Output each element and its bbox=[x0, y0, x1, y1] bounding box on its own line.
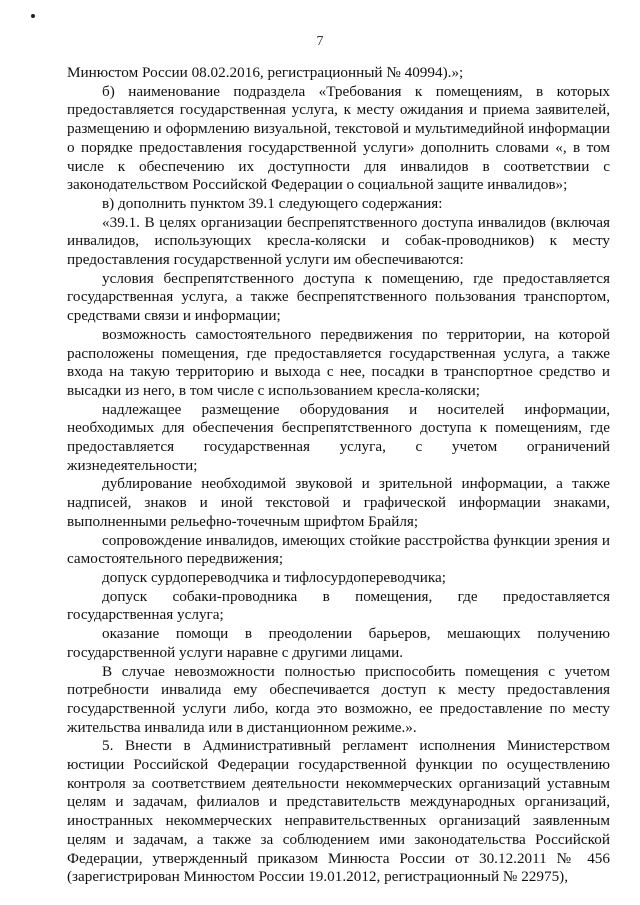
paragraph-movement: возможность самостоятельного передвижения по территории, на которой расположены помещения, где предоставляется государственная услуга, а также входа на такую территорию и выхода с нее, посадки в транспортное средство и высадки из него, в том числе с использованием кресла-коляски; bbox=[67, 325, 610, 399]
document-body bbox=[67, 64, 610, 887]
paragraph-duplication: дублирование необходимой звуковой и зрительной информации, а также надписей, знаков и иной текстовой и графической информации знаками, выполненными рельефно-точечным шрифтом Брайля; bbox=[67, 475, 610, 530]
paragraph-guide-dog: допуск собаки-проводника в помещения, где предоставляется государственная услуга; bbox=[67, 587, 610, 624]
paragraph-point-39-1: «39.1. В целях организации беспрепятственного доступа инвалидов (включая инвалидов, использующих кресла-коляски и собак-проводников) к месту предоставления государственной услуги им обеспечиваются: bbox=[67, 213, 610, 269]
paragraph-item-5: 5. Внести в Административный регламент исполнения Министерством юстиции Российской Федерации государственной функции по осуществлению контроля за соответствием деятельности некоммерческих организаций уставным целям и задачам, филиалов и представительств международных организаций, иностранных некоммерческих неправительственных организаций заявленным целям и задачам, а также за соблюдением ими законодательства Российской Федерации, утвержденный приказом Минюста России от 30.12.2011 № 456 (зарегистрирован Минюстом России 19.01.2012, регистрационный № 22975), bbox=[67, 737, 610, 886]
paragraph-impossibility: В случае невозможности полностью приспособить помещения с учетом потребности инвалида ему обеспечивается доступ к месту предоставления государственной услуги либо, когда это возможно, ее предоставление по месту жительства инвалида или в дистанционном режиме.». bbox=[67, 662, 610, 736]
scan-mark bbox=[31, 14, 35, 18]
paragraph-sign-interpreter: допуск сурдопереводчика и тифлосурдопереводчика; bbox=[102, 568, 446, 586]
page-number: 7 bbox=[316, 34, 324, 49]
paragraph-item-b: б) наименование подраздела «Требования к помещениям, в которых предоставляется государственная услуга, к месту ожидания и приема заявителей, размещению и оформлению визуальной, текстовой и мультимедийной информации о порядке предоставления государственной услуги» дополнить словами «, в том числе к обеспечению их доступности для инвалидов в соответствии с законодательством Российской Федерации о социальной защите инвалидов»; bbox=[67, 82, 610, 194]
paragraph-assistance: оказание помощи в преодолении барьеров, мешающих получению государственной услуги наравне с другими лицами. bbox=[67, 625, 610, 661]
paragraph-item-v: в) дополнить пунктом 39.1 следующего содержания: bbox=[102, 194, 443, 212]
paragraph-access-conditions: условия беспрепятственного доступа к помещению, где предоставляется государственная услуга, а также беспрепятственного пользования транспортом, средствами связи и информации; bbox=[67, 269, 610, 325]
paragraph-escort: сопровождение инвалидов, имеющих стойкие расстройства функции зрения и самостоятельного передвижения; bbox=[67, 531, 610, 568]
paragraph-equipment: надлежащее размещение оборудования и носителей информации, необходимых для обеспечения беспрепятственного доступа к помещениям, где предоставляется государственная услуга, с учетом ограничений жизнедеятельности; bbox=[67, 400, 610, 474]
paragraph-continuation: Минюстом России 08.02.2016, регистрационный № 40994).»; bbox=[67, 64, 464, 81]
